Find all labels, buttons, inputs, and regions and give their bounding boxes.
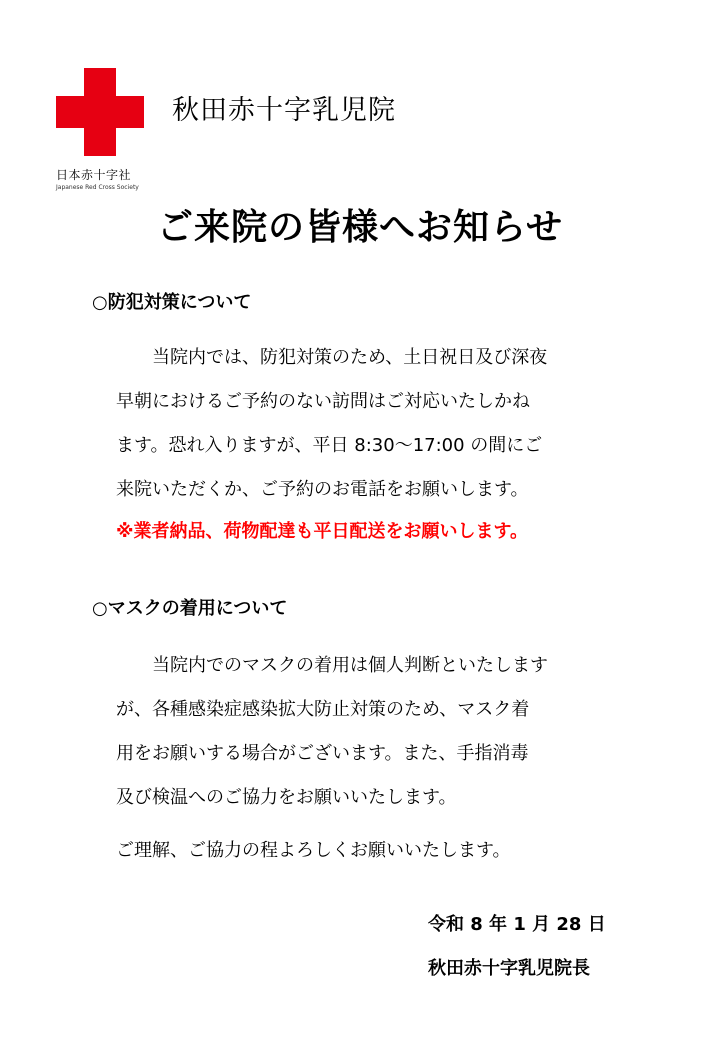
org-name-en: Japanese Red Cross Society xyxy=(56,184,139,191)
body-line: 早朝におけるご予約のない訪問はご対応いたしかね xyxy=(116,391,530,412)
signature-name: 秋田赤十字乳児院長 xyxy=(428,958,590,979)
body-line: 当院内では、防犯対策のため、土日祝日及び深夜 xyxy=(152,347,548,368)
body-line: 来院いただくか、ご予約のお電話をお願いします。 xyxy=(116,479,529,500)
section-heading: ○マスクの着用について xyxy=(92,598,288,619)
section-mask xyxy=(88,596,648,820)
body-line: が、各種感染症感染拡大防止対策のため、マスク着 xyxy=(116,699,530,720)
section-crime-prevention xyxy=(88,290,648,552)
section-heading: ○防犯対策について xyxy=(92,292,252,313)
body-line: 用をお願いする場合がございます。また、手指消毒 xyxy=(116,743,529,764)
page-title: ご来院の皆様へお知らせ xyxy=(157,207,563,248)
signature-date: 令和 8 年 1 月 28 日 xyxy=(428,914,606,935)
body-line: 及び検温へのご協力をお願いいたします。 xyxy=(116,787,457,808)
red-cross-icon xyxy=(56,68,144,156)
closing-remark: ご理解、ご協力の程よろしくお願いいたします。 xyxy=(116,840,511,861)
delivery-warning: ※業者納品、荷物配達も平日配送をお願いします。 xyxy=(116,521,529,542)
body-line: ます。恐れ入りますが、平日 8:30～17:00 の間にご xyxy=(116,435,543,456)
cross-horizontal-bar xyxy=(56,96,144,128)
org-name-jp: 日本赤十字社 xyxy=(56,168,132,182)
body-line: 当院内でのマスクの着用は個人判断といたします xyxy=(152,655,548,676)
red-cross-logo xyxy=(52,68,148,156)
hospital-name: 秋田赤十字乳児院 xyxy=(172,95,396,126)
